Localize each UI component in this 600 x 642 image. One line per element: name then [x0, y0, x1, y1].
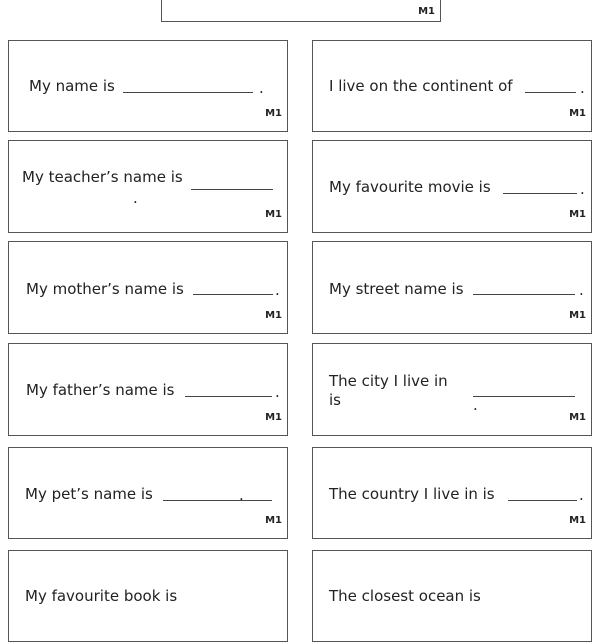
period: .	[579, 486, 584, 504]
period: .	[259, 79, 264, 97]
card-my-name	[8, 40, 288, 132]
prompt-text: My father’s name is	[26, 381, 175, 399]
mark-label: M1	[569, 412, 586, 423]
card-closest-ocean	[312, 550, 592, 642]
period: .	[579, 281, 584, 299]
card-favourite-book	[8, 550, 288, 642]
prompt-text: My pet’s name is	[25, 485, 153, 503]
card-father-name	[8, 343, 288, 436]
answer-blank[interactable]	[185, 396, 272, 397]
card-teacher-name	[8, 140, 288, 233]
mark-label: M1	[569, 310, 586, 321]
prompt-text: My street name is	[329, 280, 464, 298]
mark-label: M1	[265, 310, 282, 321]
mark-label: M1	[265, 209, 282, 220]
period: .	[133, 189, 138, 207]
mark-label: M1	[418, 6, 435, 17]
prompt-text: I live on the continent of	[329, 77, 513, 95]
mark-label: M1	[569, 515, 586, 526]
prompt-text: My name is	[29, 77, 115, 95]
mark-label: M1	[265, 108, 282, 119]
answer-blank[interactable]	[525, 92, 576, 93]
answer-blank[interactable]	[123, 92, 253, 93]
answer-blank[interactable]	[508, 500, 577, 501]
card-continent	[312, 40, 592, 132]
card-city	[312, 343, 592, 436]
answer-blank[interactable]	[191, 189, 273, 190]
mark-label: M1	[265, 515, 282, 526]
period: .	[580, 79, 585, 97]
card-favourite-movie	[312, 140, 592, 233]
prompt-text: My favourite book is	[25, 587, 178, 605]
prompt-text: My mother’s name is	[26, 280, 184, 298]
answer-blank[interactable]	[503, 193, 577, 194]
answer-blank[interactable]	[473, 396, 575, 397]
card-top-partial	[161, 0, 441, 22]
answer-blank[interactable]	[163, 500, 272, 501]
period: .	[275, 281, 280, 299]
period: .	[239, 486, 244, 504]
mark-label: M1	[265, 412, 282, 423]
mark-label: M1	[569, 209, 586, 220]
answer-blank[interactable]	[193, 294, 273, 295]
mark-label: M1	[569, 108, 586, 119]
prompt-text-line2: is	[329, 391, 341, 409]
prompt-text: The closest ocean is	[329, 587, 481, 605]
prompt-text: The country I live in is	[329, 485, 495, 503]
prompt-text-line1: The city I live in	[329, 372, 448, 390]
card-pet-name	[8, 447, 288, 539]
prompt-text: My teacher’s name is	[22, 168, 183, 186]
period: .	[473, 396, 478, 414]
period: .	[580, 180, 585, 198]
card-street-name	[312, 241, 592, 334]
period: .	[275, 383, 280, 401]
card-mother-name	[8, 241, 288, 334]
card-country	[312, 447, 592, 539]
prompt-text: My favourite movie is	[329, 178, 491, 196]
answer-blank[interactable]	[473, 294, 575, 295]
